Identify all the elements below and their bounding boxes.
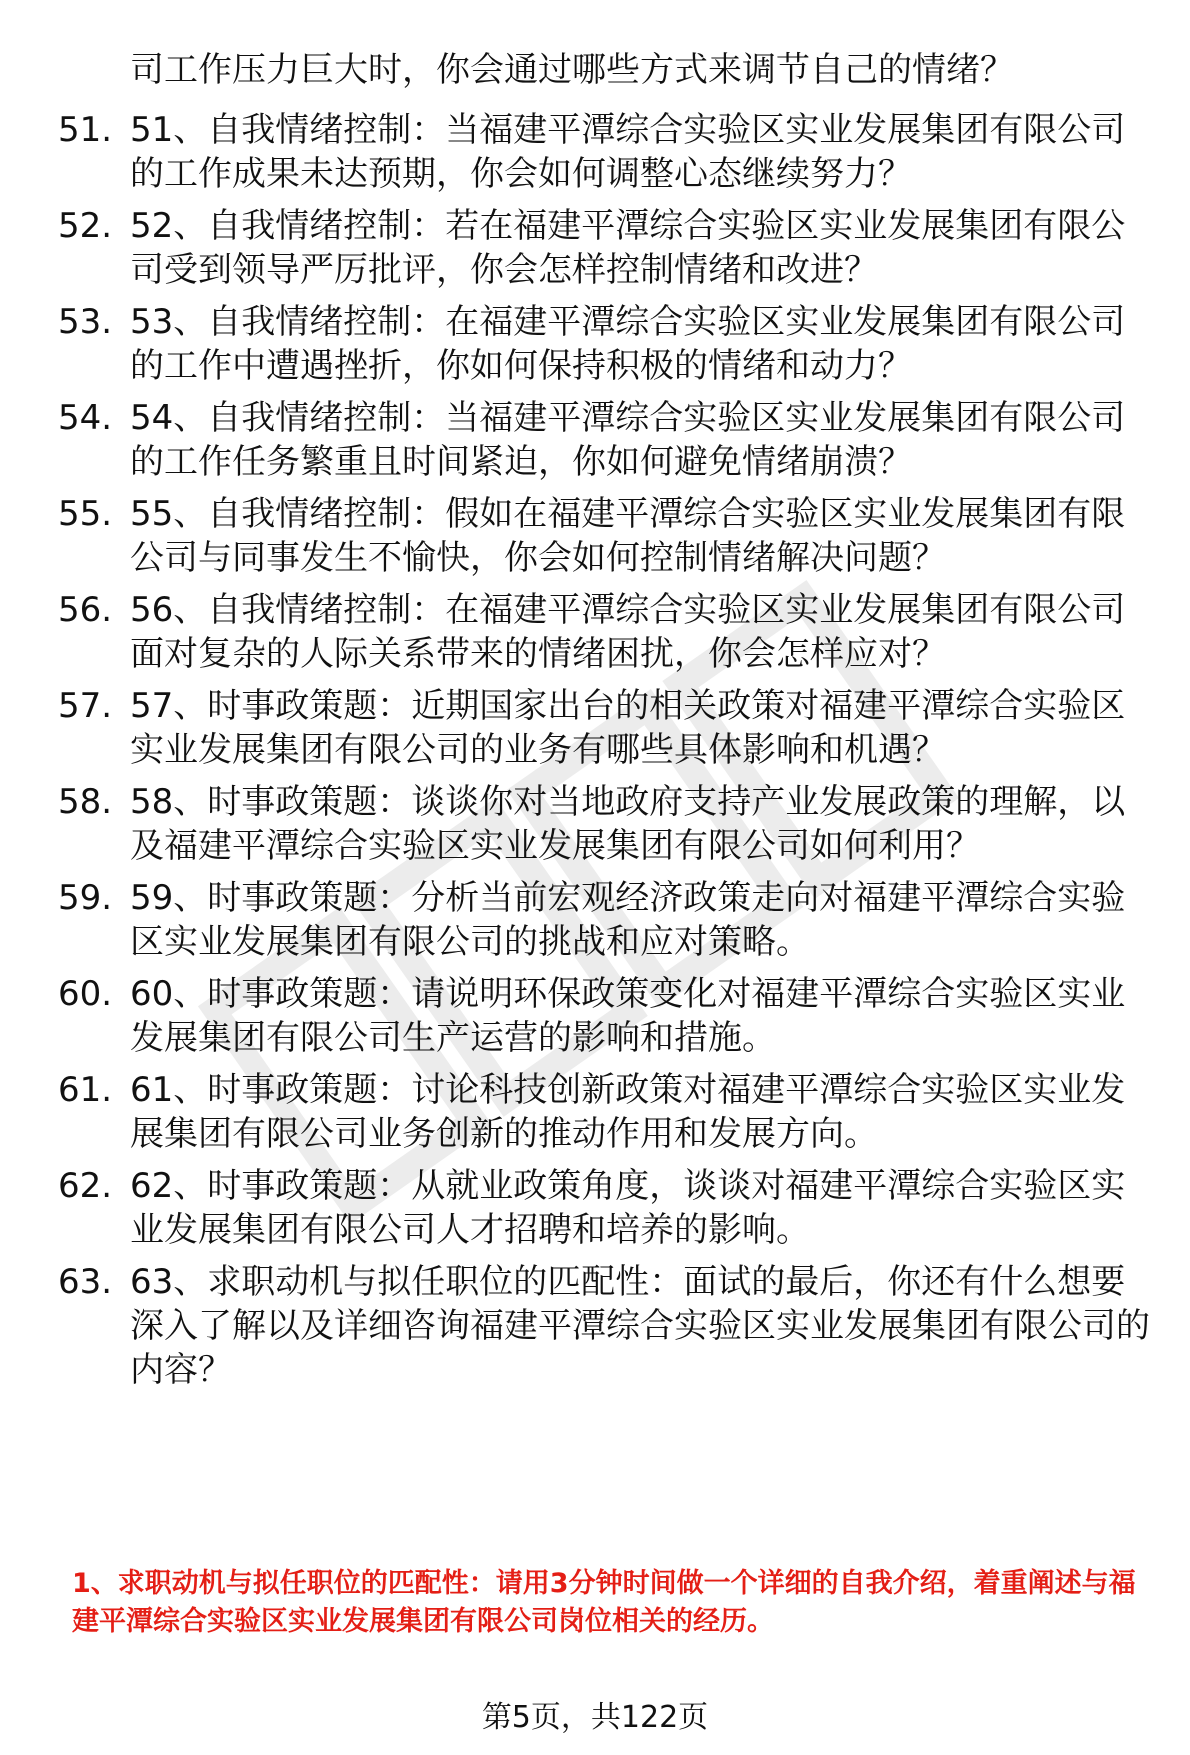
question-number: 57. (58, 686, 113, 726)
highlighted-note: 1、求职动机与拟任职位的匹配性：请用3分钟时间做一个详细的自我介绍，着重阐述与福建平潭综合实验区实业发展集团有限公司岗位相关的经历。 (72, 1568, 1136, 1637)
question-number: 61. (58, 1070, 113, 1110)
question-number: 54. (58, 398, 113, 438)
question-text: 59、时事政策题：分析当前宏观经济政策走向对福建平潭综合实验区实业发展集团有限公司的挑战和应对策略。 (130, 878, 1126, 962)
question-number: 53. (58, 302, 113, 342)
question-text: 52、自我情绪控制：若在福建平潭综合实验区实业发展集团有限公司受到领导严厉批评，你会怎样控制情绪和改进？ (130, 206, 1126, 290)
question-text: 57、时事政策题：近期国家出台的相关政策对福建平潭综合实验区实业发展集团有限公司的业务有哪些具体影响和机遇？ (130, 686, 1126, 770)
question-text: 53、自我情绪控制：在福建平潭综合实验区实业发展集团有限公司的工作中遭遇挫折，你如何保持积极的情绪和动力？ (130, 302, 1126, 386)
question-number: 62. (58, 1166, 113, 1206)
question-number: 60. (58, 974, 113, 1014)
question-number: 51. (58, 110, 113, 150)
question-text: 61、时事政策题：讨论科技创新政策对福建平潭综合实验区实业发展集团有限公司业务创新的推动作用和发展方向。 (130, 1070, 1126, 1154)
question-text: 56、自我情绪控制：在福建平潭综合实验区实业发展集团有限公司面对复杂的人际关系带来的情绪困扰，你会怎样应对？ (130, 590, 1126, 674)
question-text: 58、时事政策题：谈谈你对当地政府支持产业发展政策的理解，以及福建平潭综合实验区实业发展集团有限公司如何利用？ (130, 782, 1126, 866)
question-number: 58. (58, 782, 113, 822)
page-number-footer: 第5页，共122页 (481, 1700, 709, 1735)
question-text: 55、自我情绪控制：假如在福建平潭综合实验区实业发展集团有限公司与同事发生不愉快，你会如何控制情绪解决问题？ (130, 494, 1126, 578)
question-number: 63. (58, 1262, 113, 1302)
question-text: 62、时事政策题：从就业政策角度，谈谈对福建平潭综合实验区实业发展集团有限公司人才招聘和培养的影响。 (130, 1166, 1126, 1250)
question-number: 59. (58, 878, 113, 918)
question-text: 54、自我情绪控制：当福建平潭综合实验区实业发展集团有限公司的工作任务繁重且时间紧迫，你如何避免情绪崩溃？ (130, 398, 1126, 482)
question-number: 55. (58, 494, 113, 534)
question-text: 51、自我情绪控制：当福建平潭综合实验区实业发展集团有限公司的工作成果未达预期，你会如何调整心态继续努力？ (130, 110, 1126, 194)
question-number: 56. (58, 590, 113, 630)
question-text: 60、时事政策题：请说明环保政策变化对福建平潭综合实验区实业发展集团有限公司生产运营的影响和措施。 (130, 974, 1126, 1058)
question-text: 63、求职动机与拟任职位的匹配性：面试的最后，你还有什么想要深入了解以及详细咨询福建平潭综合实验区实业发展集团有限公司的内容？ (130, 1262, 1150, 1390)
question-number: 52. (58, 206, 113, 246)
continued-question-text: 司工作压力巨大时，你会通过哪些方式来调节自己的情绪？ (130, 50, 1014, 90)
